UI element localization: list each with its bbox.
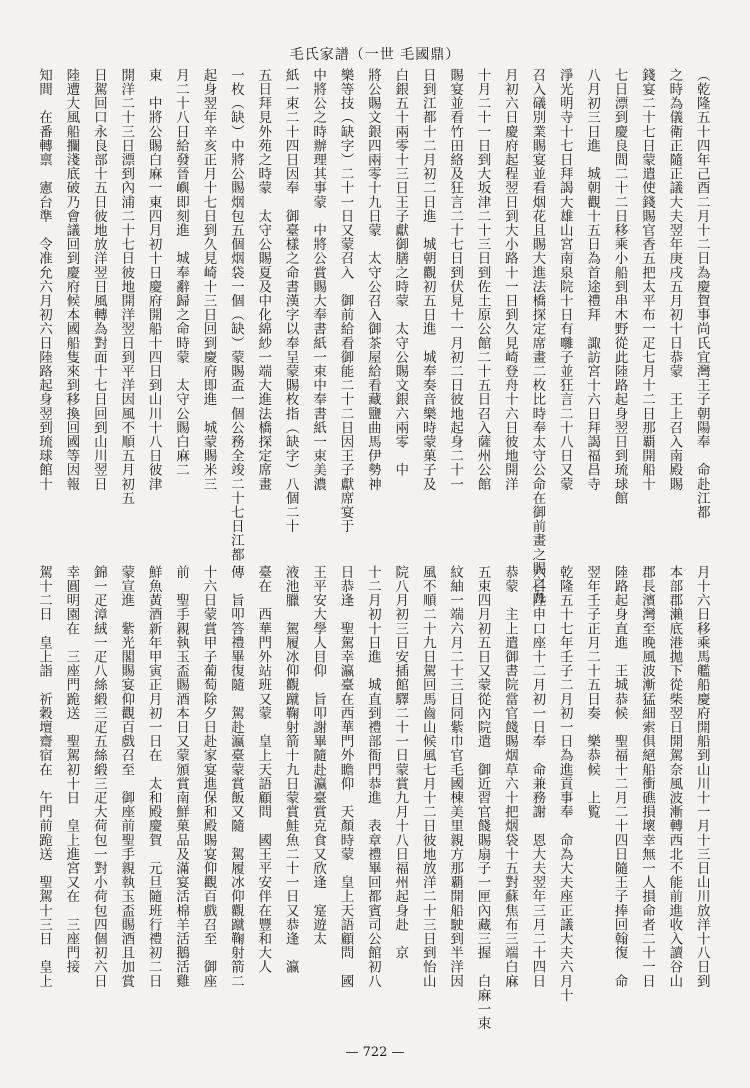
upper-text-column: 日到江都十二月初二日進 城朝觀初五日進 城奉奏音樂時蒙菓子及 <box>419 68 436 491</box>
upper-text-column: 起身翌年辛亥正月十七日到久見崎十三日回到慶府即進 城蒙賜米三 <box>200 68 217 491</box>
lower-text-column: 六日陞申口座十二月初一日奉 命兼務謝 恩大夫翌年三月二十四日 <box>529 565 546 988</box>
lower-text-column: 蒙宣進 紫光閣賜宴仰觀百戲召至 御座前聖手親執玉盃賜酒且加賞 <box>118 565 135 988</box>
upper-text-column: 十月二十一日到大坂津二十三日到佐土原公館二十五日召入薩州公館 <box>474 68 491 491</box>
upper-text-column: 賜宴並看竹田絡及狂言二十七日到伏見十一月初二日彼地起身二十一 <box>447 68 464 491</box>
lower-text-column: 月十六日移乘馬艦船慶府開船到山川十一月十三日山川放洋十八日到 <box>693 565 710 988</box>
upper-text-column: 召入礒別業賜宴並看烟花且賜大進法橋探定席畫二枚比時奉太守公命在御前畫之賜之九 <box>529 68 546 604</box>
lower-text-column: 十六日蒙賞甲子葡萄除夕日赴家宴進保和殿賜宴仰觀百戲召至 御座 <box>200 565 217 988</box>
upper-text-column: 白銀五十兩零十三日王子獻御膳之時蒙 太守公賜文銀六兩零 中 <box>392 68 409 477</box>
upper-text-column: 日駕回口永良部十五日彼地放洋翌日風轉為對面十七日回到山川翌日 <box>90 68 107 491</box>
lower-text-column: 鮮魚黃酒新年甲寅正月初一日在 太和殿慶賀 元旦隨班行禮初二日 <box>145 565 162 988</box>
upper-text-column: 紙一束二十四日因奉 御臺樣之命書漢字以奉呈蒙賜枚指（缺字）八個二十 <box>282 68 299 534</box>
lower-text-column: 紋紬一端六月二十三日同紫巾官毛國棟美里親方那覇開船駛到半洋因 <box>447 565 464 988</box>
page-title: 毛氏家譜（一世 毛國鼎） <box>289 47 461 63</box>
upper-text-column: 知間 在番轉禀 憲台準 令准允六月初六日陸路起身翌到琉球館十 <box>36 68 52 491</box>
lower-text-column: 日恭逢 聖駕幸瀛臺在西華門外瞻仰 天顏時蒙 皇上天語顧問 國 <box>337 565 354 988</box>
lower-columns <box>28 565 710 1031</box>
upper-text-block <box>28 68 710 604</box>
lower-text-block <box>28 565 710 1031</box>
lower-text-column: 乾隆五十七年壬子二月初一日為進貢事奉 命為大夫座正議大夫六月十 <box>556 565 573 1003</box>
lower-text-column: 十二月初十日進 城直到禮部衙門恭進 表章禮畢回都賓司公館初八 <box>364 565 381 988</box>
upper-text-column: 五日拜見外苑之時蒙 太守公賜夏及中化綿紗一端大進法橋探定席畫 <box>255 68 272 491</box>
lower-text-column: 郡長濱灣至晚風波漸猛細索俱絕船衝礁損壞幸無一人損命者二十一日 <box>638 565 655 988</box>
upper-text-column: 七日漂到慶良間二十二日移乘小船到串木野從此陸路起身翌日到琉球館 <box>611 68 628 506</box>
lower-text-column: 本部郡瀨底港拋下從柴翌日開駕奈風波漸轉西北不能前進收入讀谷山 <box>666 565 683 988</box>
upper-text-column: 一枚（缺）中將公賜烟包五個烟袋一個（缺）蒙賜盃一個公務全竣二十七日江都 <box>227 68 244 562</box>
lower-text-column: 錦一疋漳絨一疋八絲緞三疋五絲緞三疋大荷包一對小荷包四個初六日 <box>90 565 107 988</box>
lower-text-column: 液池臘 駕履冰仰觀蹴鞠射箭十九日蒙賞鮭魚二十一日又恭逢 瀛 <box>282 565 299 974</box>
upper-text-column: 月初六日慶府起程翌日到大小路十一日到久見崎登舟十六日彼地開洋 <box>501 68 518 491</box>
lower-text-column: 院八月初三日安插館驛二十一日蒙賞九月十八日福州起身赴 京 <box>392 565 409 960</box>
lower-text-column: 駕十二日 皇上詣 祈穀壇齋宿在 午門前跪送 聖駕十三日 皇上 <box>36 565 52 988</box>
lower-text-column: 王平安大學人目仰 旨叩謝畢隨赴瀛臺賞克食又欣逢 寔遊太 <box>310 565 327 946</box>
page-number: — 722 — <box>345 1045 405 1060</box>
upper-text-column: 中將公之時辦理其事蒙 中將公賞賜大奉書紙一束中奉書紙一束美濃 <box>310 68 327 491</box>
upper-text-column: 之時為儀衛正隨正議大夫翌年庚戌五月初十日恭蒙 王上召入南殿賜 <box>666 68 683 491</box>
upper-text-column: 開洋二十三日漂到內浦二十七日彼地開洋翌日到平洋因風不順五月初五 <box>118 68 135 506</box>
upper-text-column: 東 中將公賜白麻一東四月初十日慶府開船十四日到山川十八日彼津 <box>145 68 162 491</box>
lower-text-column: 翌年壬子正月二十五日奏 樂恭候 上覧 <box>584 565 601 819</box>
lower-text-column: 陸路起身直進 王城恭候 聖福十二月二十四日隨王子捧回翰復 命 <box>611 565 628 988</box>
lower-text-column: 臺在 西華門外站班又蒙 皇上天語顧問 國王平安伴在豐和大人 <box>255 565 272 974</box>
upper-text-column: 八月初三日進 城朝觀十五日為首途禮拜 諏訪宮十六日拜謁福昌寺 <box>584 68 601 491</box>
upper-text-column: 淨光明寺十七日拜謁大雄山宮南泉院十日有囃子並狂言二十八日又蒙 <box>556 68 573 491</box>
lower-text-column: 傳 旨叩答禮畢復隨 駕赴瀛臺蒙賞飯又隨 駕履冰仰觀蹴鞠射箭二 <box>227 565 244 988</box>
lower-text-column: 五束四月初五日又蒙從內院遣 御近習官餞賜扇子一匣內藏三握 白麻一束 <box>474 565 491 1031</box>
upper-text-column: 將公賜文銀四兩零十九日蒙 太守公召入御茶屋給看藏鹽曲馬伊勢神 <box>364 68 381 491</box>
upper-text-column: 月二十八日給發晉嶼即刻進 城奉辭歸之命時蒙 太守公賜白麻二 <box>173 68 190 477</box>
upper-text-column: 樂等技（缺字）二十一日又蒙召入 御前給看御能二十二日因王子獻席宴于 <box>337 68 354 534</box>
upper-text-column: （乾隆五十四年己酉二月十二日為慶賀事尚氏宜灣王子朝陽奉 命赴江都 <box>693 68 710 520</box>
upper-text-column: 陸遭大風船攔淺底破乃會議回到慶府候本國船隻來到移換回國等因報 <box>63 68 80 491</box>
lower-text-column: 幸圓明園在 三座門跪送 聖駕初十日 皇上進宮又在 三座門接 <box>63 565 80 974</box>
lower-text-column: 風不順二十九日駕回馬齒山候風七月十二日彼地放洋二十三日到怡山 <box>419 565 436 988</box>
lower-text-column: 恭蒙 主上遣御書院當官餞賜烟草六十把烟袋十五對蘇焦布三端白麻 <box>501 565 518 988</box>
upper-columns <box>28 68 710 604</box>
upper-text-column: 錢宴二十七日蒙遣使錢賜官香五把太平布一疋七月十二日那覇開船十 <box>638 68 655 491</box>
lower-text-column: 前 聖手親執玉盃賜酒本日又蒙頒賞南鮮菓品及滿宴活棉羊活鵝活雞 <box>173 565 190 988</box>
